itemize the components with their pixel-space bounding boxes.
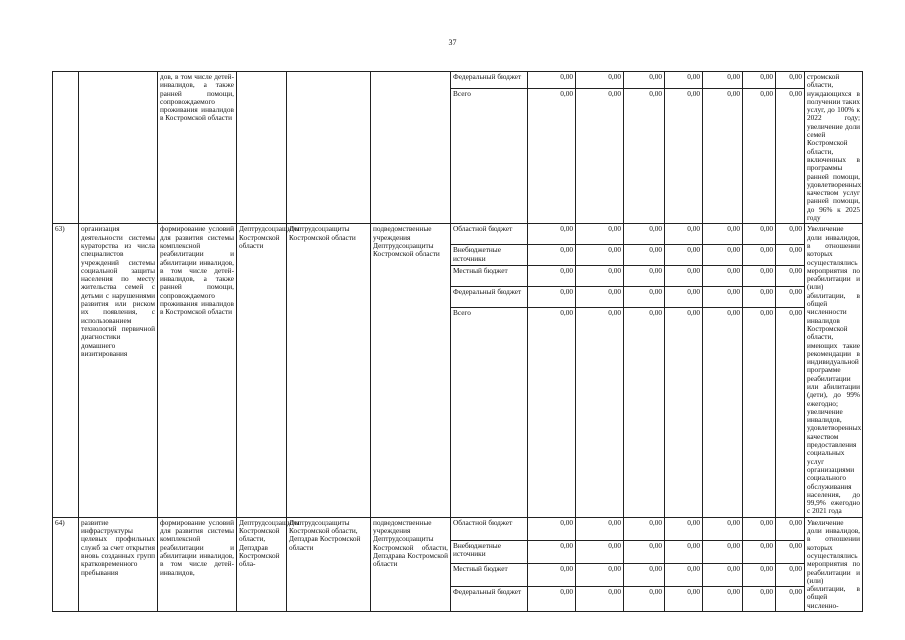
participants-cell: подведомственные учреждения Дептрудсоцзащиты Костромской области, Депздрава Костромской области <box>371 517 451 611</box>
responsible-cell <box>237 72 287 224</box>
coexecutor-cell: Дептрудсоцзащиты Костромской области <box>287 224 371 517</box>
value-cell: 0,00 <box>528 266 576 287</box>
value-cell: 0,00 <box>528 245 576 266</box>
value-cell: 0,00 <box>665 89 703 224</box>
program-measures-table <box>52 71 863 612</box>
participants-cell <box>371 72 451 224</box>
value-cell: 0,00 <box>665 308 703 518</box>
value-cell: 0,00 <box>665 540 703 563</box>
result-cell: Увеличение доли инвалидов, в отношении которых осуществлялись мероприятия по реабилитации и (или) абилитации, в общей численно- <box>805 517 863 611</box>
page-number: 37 <box>448 38 457 47</box>
value-cell: 0,00 <box>624 308 665 518</box>
value-cell: 0,00 <box>776 89 805 224</box>
value-cell: 0,00 <box>576 540 624 563</box>
value-cell: 0,00 <box>703 245 743 266</box>
value-cell: 0,00 <box>776 266 805 287</box>
funding-source: Областной бюджет <box>451 224 528 245</box>
value-cell: 0,00 <box>776 308 805 518</box>
value-cell: 0,00 <box>665 224 703 245</box>
value-cell: 0,00 <box>528 517 576 540</box>
measure-name-cell: организация деятельности системы кураторства из числа специалистов учреждений системы социальной защиты населения по месту жительства семей с детьми с нарушениями развития или риском их появления, с использованием технологий первичной диагностики домашнего визитирования <box>79 224 158 517</box>
value-cell: 0,00 <box>528 287 576 308</box>
value-cell: 0,00 <box>703 308 743 518</box>
value-cell: 0,00 <box>528 72 576 89</box>
value-cell: 0,00 <box>528 224 576 245</box>
value-cell: 0,00 <box>665 72 703 89</box>
value-cell: 0,00 <box>624 72 665 89</box>
value-cell: 0,00 <box>776 245 805 266</box>
value-cell: 0,00 <box>776 563 805 586</box>
table-row <box>53 224 863 245</box>
value-cell: 0,00 <box>624 245 665 266</box>
measures-cell: формирование условий для развития системы комплексной реабилитации и абилитации инвалидов, в том числе детей-инвалидов, а также ранней помощи, сопровождаемого проживания инвалидов в Костромской области <box>158 224 237 517</box>
value-cell: 0,00 <box>665 266 703 287</box>
value-cell: 0,00 <box>528 89 576 224</box>
measures-cell: формирование условий для развития системы комплексной реабилитации и абилитации инвалидов, в том числе детей-инвалидов, <box>158 517 237 611</box>
funding-source: Местный бюджет <box>451 563 528 586</box>
value-cell: 0,00 <box>703 540 743 563</box>
table-row <box>53 517 863 540</box>
funding-source: Областной бюджет <box>451 517 528 540</box>
value-cell: 0,00 <box>743 563 776 586</box>
value-cell: 0,00 <box>776 586 805 611</box>
index-cell: 63) <box>53 224 79 517</box>
value-cell: 0,00 <box>576 266 624 287</box>
value-cell: 0,00 <box>624 266 665 287</box>
responsible-cell: Дептрудсоцзащиты Костромской области, Депздрав Костромской обла- <box>237 517 287 611</box>
value-cell: 0,00 <box>776 224 805 245</box>
value-cell: 0,00 <box>703 89 743 224</box>
value-cell: 0,00 <box>624 287 665 308</box>
value-cell: 0,00 <box>624 517 665 540</box>
measure-name-cell: развитие инфраструктуры целевых профильных служб за счет открытия вновь созданных групп кратковременного пребывания <box>79 517 158 611</box>
participants-cell: подведомственные учреждения Дептрудсоцзащиты Костромской области <box>371 224 451 517</box>
value-cell: 0,00 <box>743 89 776 224</box>
value-cell: 0,00 <box>624 563 665 586</box>
value-cell: 0,00 <box>776 72 805 89</box>
funding-source: Местный бюджет <box>451 266 528 287</box>
value-cell: 0,00 <box>703 563 743 586</box>
result-cell: Увеличение доли инвалидов, в отношении которых осуществлялись мероприятия по реабилитации и (или) абилитации, в общей численности инвалидов Костромской области, имеющих такие рекомендации в индивидуальной программе реабилитации или абилитации (дети), до 99% ежегодно; увеличение инвалидов, удовлетворенных качеством предоставления социальных услуг организациями социального обслуживания населения, до 99,9% ежегодно с 2021 года <box>805 224 863 517</box>
table-row <box>53 72 863 89</box>
value-cell: 0,00 <box>665 517 703 540</box>
value-cell: 0,00 <box>624 89 665 224</box>
value-cell: 0,00 <box>528 586 576 611</box>
value-cell: 0,00 <box>665 586 703 611</box>
value-cell: 0,00 <box>665 563 703 586</box>
value-cell: 0,00 <box>743 266 776 287</box>
coexecutor-cell <box>287 72 371 224</box>
value-cell: 0,00 <box>576 245 624 266</box>
index-cell: 64) <box>53 517 79 611</box>
value-cell: 0,00 <box>528 563 576 586</box>
value-cell: 0,00 <box>743 72 776 89</box>
value-cell: 0,00 <box>776 287 805 308</box>
value-cell: 0,00 <box>743 224 776 245</box>
value-cell: 0,00 <box>743 517 776 540</box>
value-cell: 0,00 <box>576 89 624 224</box>
value-cell: 0,00 <box>624 586 665 611</box>
value-cell: 0,00 <box>576 287 624 308</box>
value-cell: 0,00 <box>743 308 776 518</box>
value-cell: 0,00 <box>576 308 624 518</box>
value-cell: 0,00 <box>576 563 624 586</box>
value-cell: 0,00 <box>576 72 624 89</box>
measure-name-cell <box>79 72 158 224</box>
funding-source: Федеральный бюджет <box>451 72 528 89</box>
value-cell: 0,00 <box>743 540 776 563</box>
value-cell: 0,00 <box>743 245 776 266</box>
value-cell: 0,00 <box>743 287 776 308</box>
value-cell: 0,00 <box>528 308 576 518</box>
value-cell: 0,00 <box>703 72 743 89</box>
funding-source: Федеральный бюджет <box>451 586 528 611</box>
value-cell: 0,00 <box>776 540 805 563</box>
funding-source: Внебюджетные источники <box>451 245 528 266</box>
value-cell: 0,00 <box>624 224 665 245</box>
value-cell: 0,00 <box>624 540 665 563</box>
funding-source: Федеральный бюджет <box>451 287 528 308</box>
coexecutor-cell: Дептрудсоцзащиты Костромской области, Депздрав Костромской области <box>287 517 371 611</box>
value-cell: 0,00 <box>665 287 703 308</box>
funding-source: Внебюджетные источники <box>451 540 528 563</box>
value-cell: 0,00 <box>703 517 743 540</box>
value-cell: 0,00 <box>703 266 743 287</box>
responsible-cell: Дептрудсоцзащиты Костромской области <box>237 224 287 517</box>
index-cell <box>53 72 79 224</box>
value-cell: 0,00 <box>576 224 624 245</box>
value-cell: 0,00 <box>703 586 743 611</box>
value-cell: 0,00 <box>703 224 743 245</box>
value-cell: 0,00 <box>665 245 703 266</box>
funding-source: Всего <box>451 89 528 224</box>
value-cell: 0,00 <box>703 287 743 308</box>
value-cell: 0,00 <box>576 517 624 540</box>
value-cell: 0,00 <box>528 540 576 563</box>
value-cell: 0,00 <box>743 586 776 611</box>
measures-cell: дов, в том числе детей-инвалидов, а также ранней помощи, сопровождаемого проживания инвалидов в Костромской области <box>158 72 237 224</box>
value-cell: 0,00 <box>776 517 805 540</box>
value-cell: 0,00 <box>576 586 624 611</box>
funding-source: Всего <box>451 308 528 518</box>
result-cell: стромской области, нуждающихся в получении таких услуг, до 100% к 2022 году; увеличение доли семей Костромской области, включенных в программы ранней помощи, удовлетворенных качеством услуг ранней помощи, до 96% к 2025 году <box>805 72 863 224</box>
